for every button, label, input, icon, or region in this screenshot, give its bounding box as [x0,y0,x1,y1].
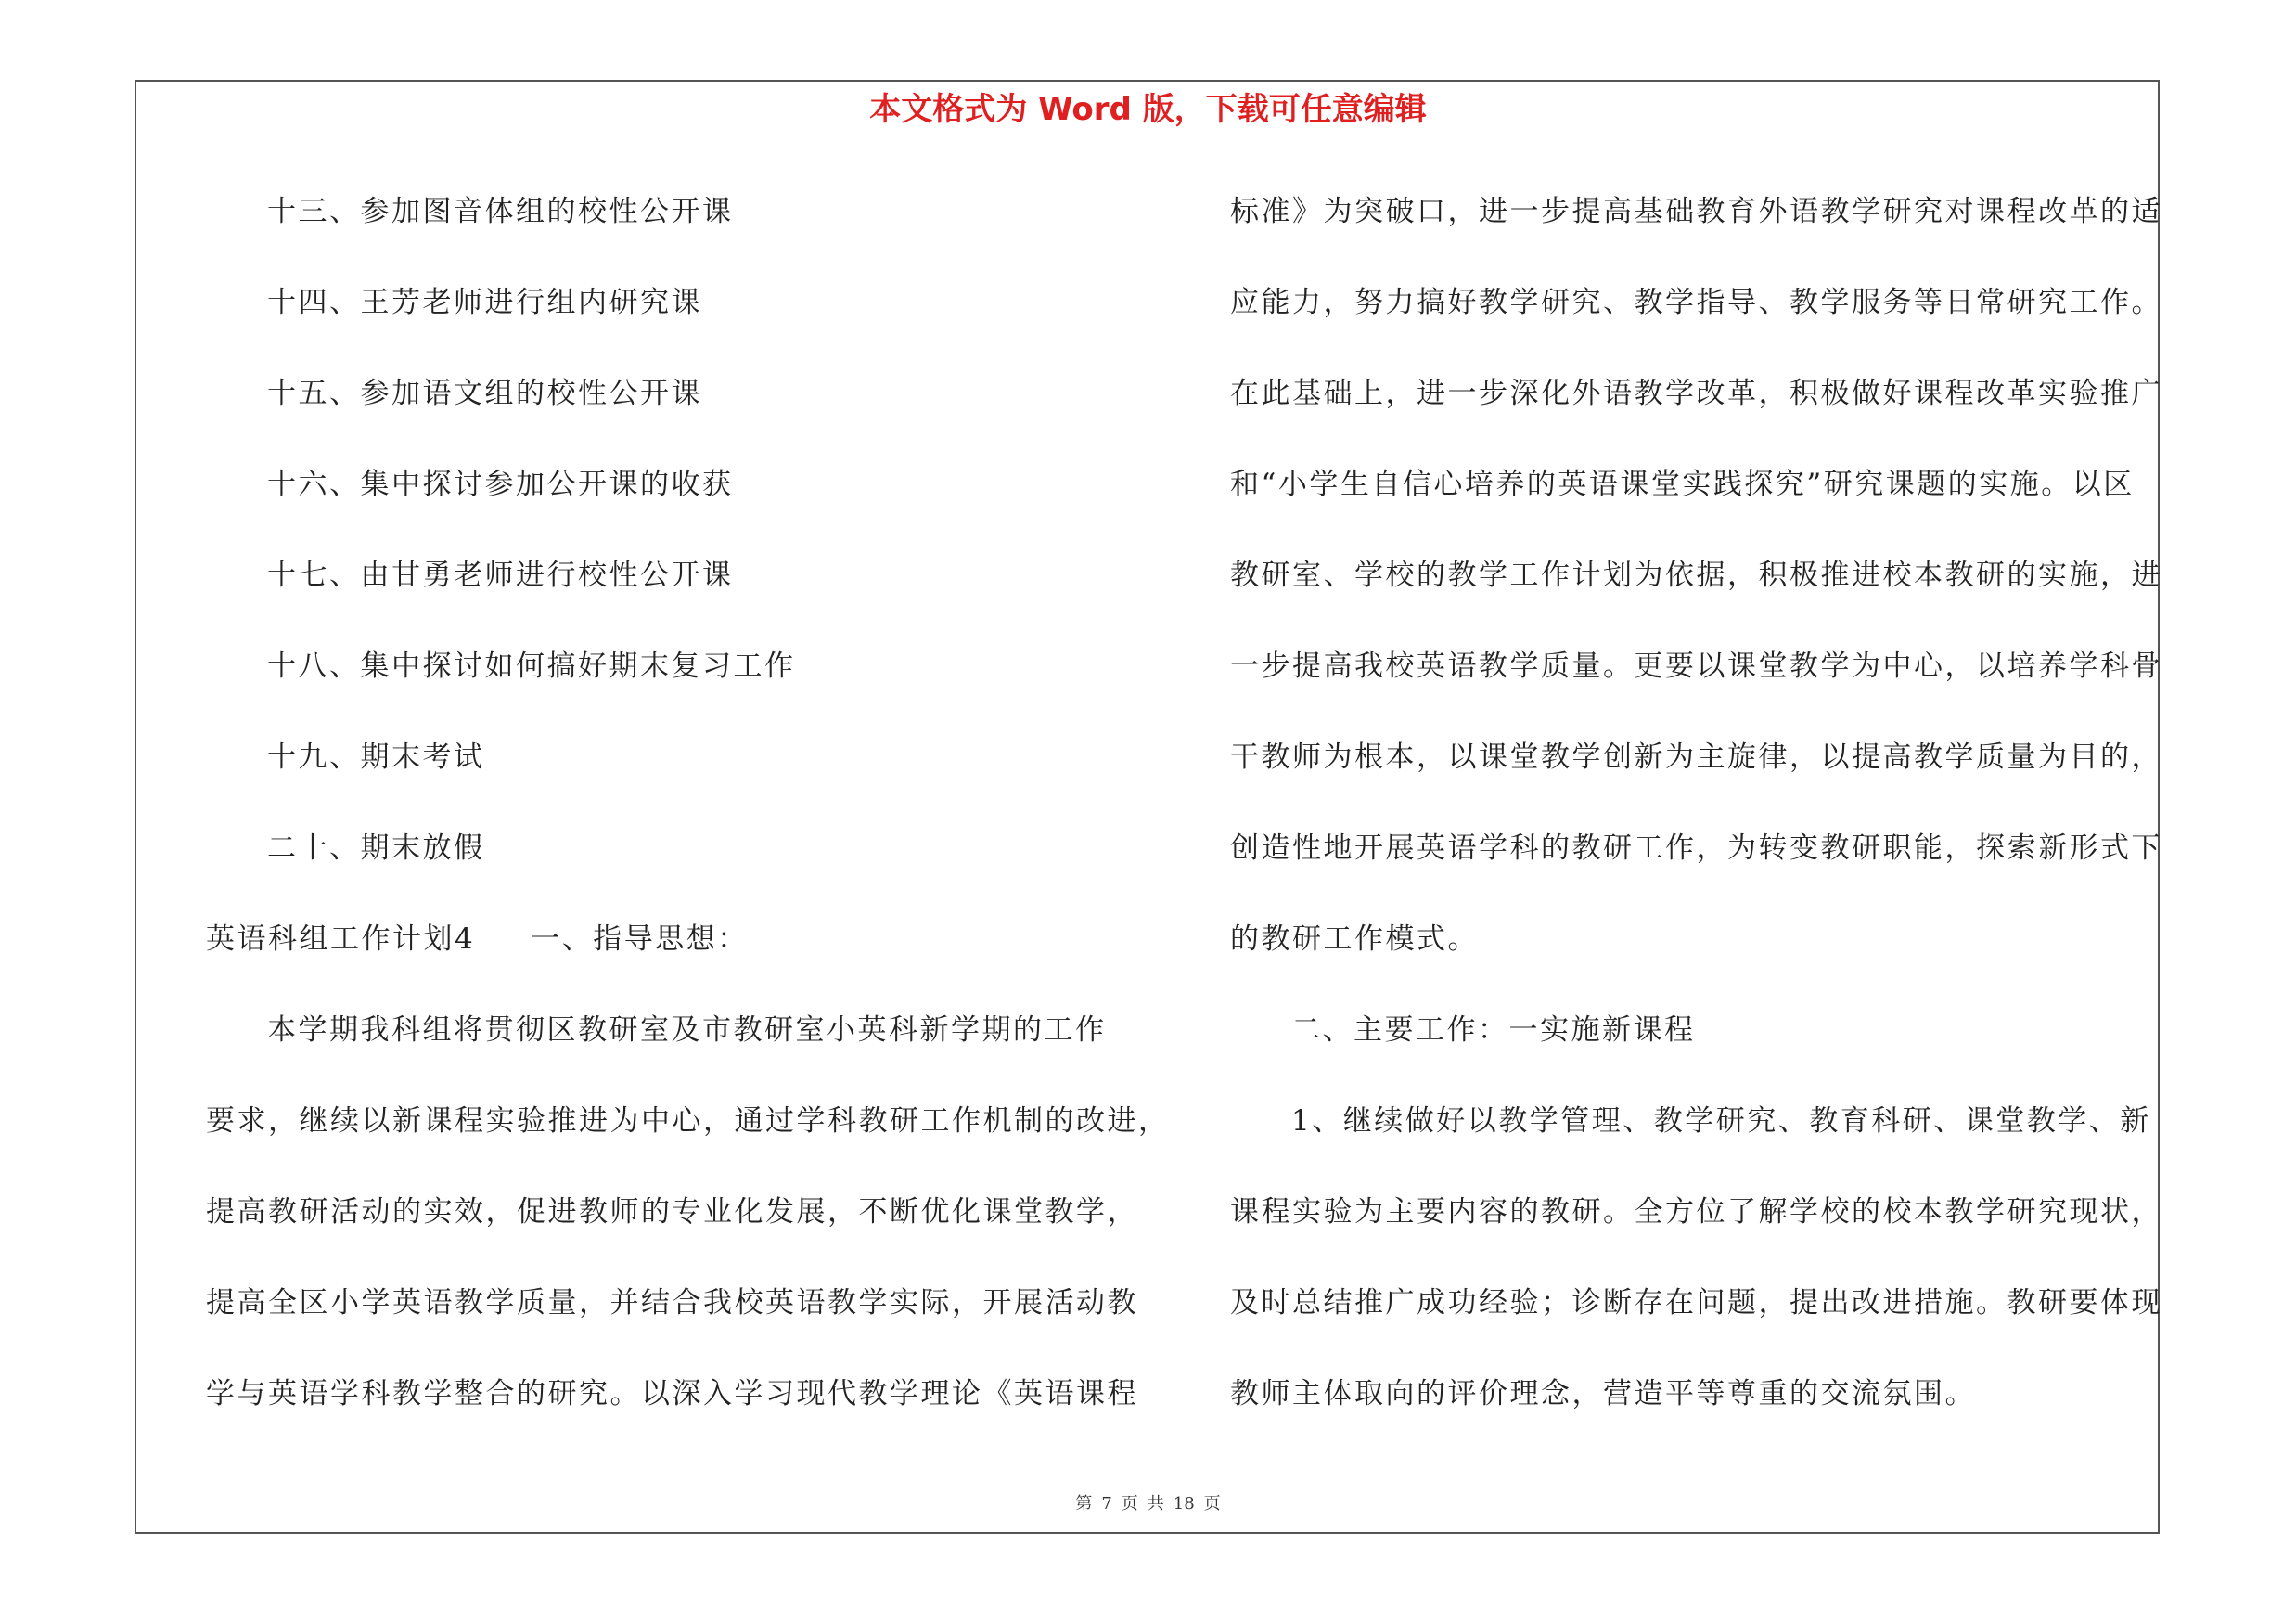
paragraph-line: 要求，继续以新课程实验推进为中心，通过学科教研工作机制的改进， [206,1104,1170,1138]
paragraph-line: 干教师为根本，以课堂教学创新为主旋律，以提高教学质量为目的， [1230,741,2162,774]
schedule-item: 十七、由甘勇老师进行校性公开课 [267,559,734,592]
section-heading [206,911,1143,1002]
footer-total-pages: 18 [1173,1494,1195,1514]
section-heading-main-work: 二、主要工作：一实施新课程 [1291,1013,1696,1047]
right-column [1230,184,2162,1457]
schedule-item: 十四、王芳老师进行组内研究课 [267,286,702,319]
footer-page-word: 页 [1121,1494,1138,1514]
paragraph-line: 提高全区小学英语教学质量，并结合我校英语教学实际，开展活动教 [206,1286,1138,1320]
footer-page-number: 7 [1101,1494,1112,1514]
paragraph-line: 一步提高我校英语教学质量。更要以课堂教学为中心，以培养学科骨 [1230,650,2162,683]
footer-prefix: 第 [1075,1494,1093,1514]
schedule-item: 十九、期末考试 [267,741,485,774]
paragraph-line: 及时总结推广成功经验；诊断存在问题，提出改进措施。教研要体现 [1230,1286,2162,1320]
footer-total-word: 共 [1147,1494,1164,1514]
section-title: 英语科组工作计划4 [206,922,476,956]
schedule-item: 二十、期末放假 [267,831,485,865]
schedule-item: 十三、参加图音体组的校性公开课 [267,195,734,228]
paragraph-line: 教研室、学校的教学工作计划为依据，积极推进校本教研的实施，进 [1230,559,2162,592]
paragraph-line: 1、继续做好以教学管理、教学研究、教育科研、课堂教学、新 [1291,1104,2151,1138]
section-subtitle: 一、指导思想： [531,922,749,956]
paragraph-line: 应能力，努力搞好教学研究、教学指导、教学服务等日常研究工作。 [1230,286,2162,319]
paragraph-line: 教师主体取向的评价理念，营造平等尊重的交流氛围。 [1230,1377,1976,1410]
paragraph-line: 提高教研活动的实效，促进教师的专业化发展，不断优化课堂教学， [206,1195,1138,1229]
word-format-banner: 本文格式为 Word 版，下载可任意编辑 [869,91,1427,128]
left-column [206,184,1170,1457]
paragraph-line: 和“小学生自信心培养的英语课堂实践探究”研究课题的实施。以区 [1230,468,2135,501]
schedule-item: 十八、集中探讨如何搞好期末复习工作 [267,650,796,683]
page-number-footer [0,1492,2296,1516]
paragraph-line: 创造性地开展英语学科的教研工作，为转变教研职能，探索新形式下 [1230,831,2162,865]
footer-suffix: 页 [1203,1494,1221,1514]
paragraph-line: 标准》为突破口，进一步提高基础教育外语教学研究对课程改革的适 [1230,195,2162,228]
schedule-item: 十六、集中探讨参加公开课的收获 [267,468,734,501]
paragraph-line: 本学期我科组将贯彻区教研室及市教研室小英科新学期的工作 [267,1013,1107,1047]
paragraph-line: 的教研工作模式。 [1230,922,1479,956]
schedule-item: 十五、参加语文组的校性公开课 [267,377,702,410]
paragraph-line: 学与英语学科教学整合的研究。以深入学习现代教学理论《英语课程 [206,1377,1138,1410]
paragraph-line: 在此基础上，进一步深化外语教学改革，积极做好课程改革实验推广 [1230,377,2162,410]
paragraph-line: 课程实验为主要内容的教研。全方位了解学校的校本教学研究现状， [1230,1195,2162,1229]
